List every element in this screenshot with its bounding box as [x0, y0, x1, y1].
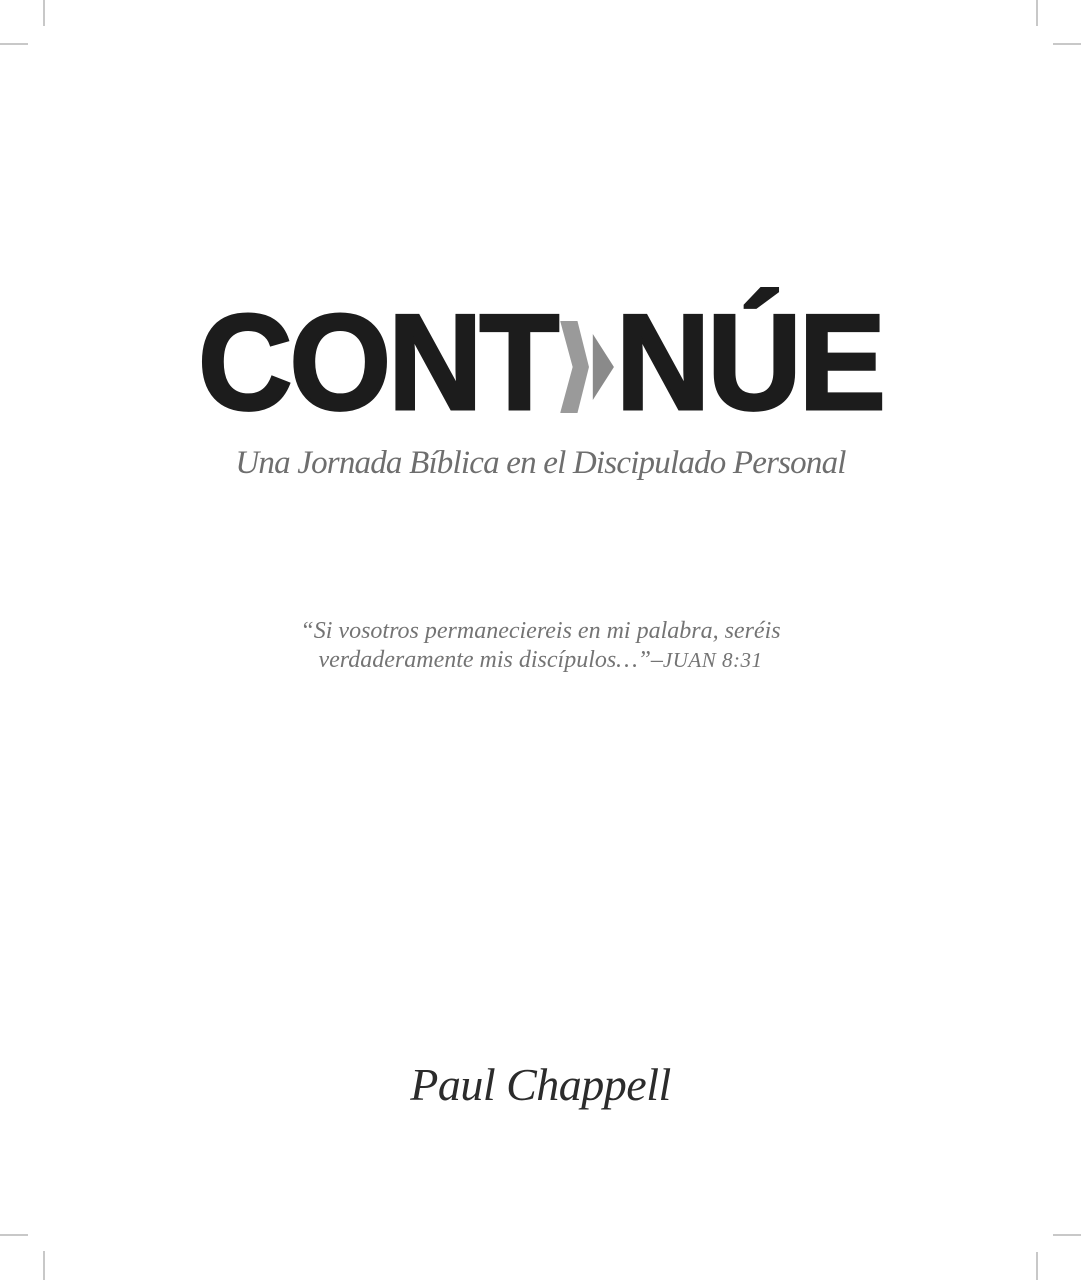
author-name: Paul Chappell [410, 1059, 671, 1110]
crop-mark-bottom-right-horizontal [1053, 1234, 1081, 1236]
scripture-reference: JUAN 8:31 [662, 648, 763, 672]
crop-mark-top-left-vertical [43, 0, 45, 26]
arrow-chevron-shape [560, 321, 589, 413]
crop-mark-bottom-left-vertical [43, 1251, 45, 1280]
crop-mark-top-left-horizontal [0, 43, 28, 45]
arrow-triangle-shape [593, 334, 614, 400]
scripture-quote-line1: “Si vosotros permaneciereis en mi palabra, seréis [300, 618, 781, 644]
book-title-prefix: CONT [198, 286, 557, 438]
book-title-suffix: NÚE [615, 286, 883, 438]
crop-mark-top-right-vertical [1036, 0, 1038, 26]
scripture-quote [0, 617, 1081, 675]
book-subtitle: Una Jornada Bíblica en el Discipulado Personal [235, 445, 846, 481]
fast-forward-arrow-icon [560, 321, 614, 413]
crop-mark-top-right-horizontal [1053, 43, 1081, 45]
crop-mark-bottom-left-horizontal [0, 1234, 28, 1236]
crop-mark-bottom-right-vertical [1036, 1252, 1038, 1280]
book-title [22, 286, 1060, 438]
scripture-quote-line2: verdaderamente mis discípulos…”– [318, 647, 663, 673]
